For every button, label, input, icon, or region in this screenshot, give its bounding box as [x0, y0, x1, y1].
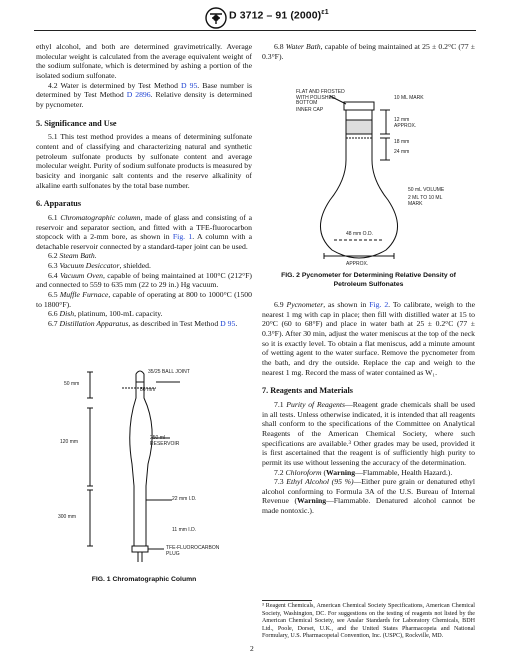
fig2-label-18mm: 18 mm	[394, 139, 410, 145]
footnote-3: ³ Reagent Chemicals, American Chemical Society Specifications, American Chemical Society, Washington, DC. For suggestions on the testing of reagents not listed by the American Chemical Society, see Analar Standards for Laboratory Chemicals, BDH Ltd., Poole, Dorset, U.K., and the United States Pharmacopeia and National Formulary, U.S. Pharmacopeial Convention, Inc. (USPC), Rockville, MD.	[262, 603, 475, 639]
para-6-1-text-a: , made of glass and consisting of a reservoir and separator section, and fitted with a TFE-fluorocarbon stopcock with a 2-mm bore, as shown in	[36, 212, 253, 242]
para-7-2-num: 7.2	[274, 467, 286, 477]
para-7-3-text-a: —Either pure grain or denatured ethyl alcohol conforming to Formula 3A of the U.S. Bureau of Internal Revenue (	[262, 477, 475, 506]
para-6-1	[36, 213, 252, 252]
para-6-9-text-a: , as shown in	[323, 300, 370, 309]
fig2-label-12mm: 12 mm APPROX.	[394, 117, 417, 129]
para-7-2-title: Chloroform	[285, 467, 322, 477]
para-6-8-body: , capable of being maintained at 25 ± 0.2°C (77 ± 0.3°F).	[262, 42, 476, 61]
fig2-label-24mm: 24 mm	[394, 149, 410, 155]
fig2-label-2ml-to-10ml: 2 ML TO 10 ML MARK	[408, 195, 443, 207]
right-column-body	[262, 300, 475, 516]
para-7-1-num: 7.1	[274, 399, 287, 409]
link-fig-1[interactable]: Fig. 1	[172, 232, 193, 242]
para-6-7-num: 6.7	[48, 319, 60, 329]
astm-logo-icon	[205, 7, 227, 29]
figure-2-pycnometer	[290, 90, 440, 270]
fig1-label-120mm: 120 mm	[60, 439, 79, 445]
page-number: 2	[250, 644, 254, 653]
para-6-3-title: Vacuum Desiccator	[59, 261, 120, 271]
fig1-label-50mm: 50 mm	[64, 381, 80, 387]
para-6-7-end: .	[235, 319, 238, 329]
figure-1-caption: FIG. 1 Chromatographic Column	[91, 576, 197, 583]
fig1-label-300mm: 300 mm	[58, 514, 77, 520]
figure-1-chromatographic-column	[60, 368, 240, 568]
figure-2-caption-line2: Petroleum Sulfonates	[333, 280, 404, 288]
designation-superscript: ε1	[321, 9, 329, 16]
figure-2-caption	[262, 272, 475, 289]
para-7-3	[262, 477, 475, 516]
para-6-8	[262, 42, 475, 61]
para-6-6-num: 6.6	[48, 309, 60, 319]
para-7-1-title: Purity of Reagents	[286, 399, 346, 409]
para-6-8-num: 6.8	[274, 42, 286, 51]
para-6-3-text: , shielded.	[119, 261, 151, 271]
link-fig-2[interactable]: Fig. 2	[369, 300, 389, 309]
para-6-2-num: 6.2	[48, 251, 60, 261]
para-7-2-open: (	[321, 467, 327, 477]
para-6-6	[36, 309, 252, 319]
para-6-5-title: Muffle Furnace	[59, 290, 109, 300]
link-d2896[interactable]: D 2896	[126, 90, 151, 100]
para-4-2-text-b: . Base number is determined by Test Method	[36, 80, 252, 100]
para-6-6-text: , platinum, 100-mL capacity.	[74, 309, 163, 319]
link-d95[interactable]: D 95	[180, 80, 198, 90]
para-6-6-title: Dish	[59, 309, 75, 319]
left-column	[36, 42, 252, 329]
para-6-2-title: Steam Bath.	[59, 251, 97, 261]
fig2-label-flat-frosted: FLAT AND FROSTED WITH POLISHED BOTTOM	[296, 89, 345, 107]
para-7-3-num: 7.3	[274, 477, 287, 487]
warning-label-7-2: Warning	[326, 467, 356, 477]
para-7-1	[262, 400, 475, 468]
footnote-rule	[262, 600, 312, 601]
para-6-4-title: Vacuum Oven	[60, 270, 103, 280]
section-7-heading: 7. Reagents and Materials	[262, 386, 353, 396]
para-4-2-text-a: 4.2 Water is determined by Test Method	[48, 80, 181, 90]
fig1-label-80mm: 80 mm	[140, 387, 156, 393]
para-7-3-title: Ethyl Alcohol (95 %)	[286, 477, 354, 487]
fig2-label-50ml-volume: 50 mL VOLUME	[408, 187, 445, 193]
para-6-3-num: 6.3	[48, 261, 60, 271]
fig1-label-22mm-id: 22 mm I.D.	[172, 496, 197, 502]
para-6-8-text	[262, 42, 475, 61]
para-7-2-text: —Flammable, Health Hazard.).	[355, 467, 453, 477]
fig1-label-reservoir: 250 ml RESERVOIR	[150, 435, 180, 447]
para-6-7-text: , as described in Test Method	[128, 319, 221, 329]
section-5-heading: 5. Significance and Use	[36, 118, 117, 128]
para-6-2	[36, 251, 252, 261]
section-6-heading: 6. Apparatus	[36, 199, 82, 209]
fig2-label-approx: APPROX.	[346, 261, 369, 267]
document-designation	[229, 9, 329, 22]
para-4-2-text-c: . Relative density is determined by pycnometer.	[36, 90, 252, 109]
para-6-9	[262, 300, 475, 377]
designation-text: D 3712 – 91 (2000)	[229, 9, 322, 22]
header-rule	[34, 30, 476, 31]
para-6-4	[36, 271, 252, 290]
fig2-label-48mm-od: 48 mm O.D.	[346, 231, 373, 237]
para-6-9-num: 6.9	[274, 300, 287, 309]
fig2-label-inner-cap: INNER CAP	[296, 107, 324, 113]
para-7-1-text: —Reagent grade chemicals shall be used in all tests. Unless otherwise indicated, it is intended that all reagents shall conform to the specifications of the Committee on Analytical Reagents of the American Chemical Society, where such specifications are available.³ Other grades may be used, provided it is first ascertained that the reagent is of sufficiently high purity to permit its use without lessening the accuracy of the determination.	[262, 399, 476, 467]
para-7-2	[262, 468, 475, 478]
para-7-3-text-b: —Flammable. Denatured alcohol cannot be made nontoxic.).	[262, 496, 475, 516]
intro-paragraph: ethyl alcohol, and both are determined gravimetrically. Average molecular weight is calculated from the average equivalent weight of the sodium sulfonate, which is determined by ashing a portion of the isolated sodium sulfonate.	[36, 42, 252, 80]
para-6-3	[36, 261, 252, 271]
para-5-1: 5.1 This test method provides a means of determining sulfonate content and of classifying and characterizing natural and synthetic petroleum sulfonate products by sulfonate content and average molecular weight. Purity of sodium sulfonate products is measured by basicity and inorganic salt contents and the reserve alkalinity of alkaline earth sulfonates by the total base number.	[36, 132, 252, 190]
para-6-5-num: 6.5	[48, 290, 60, 300]
para-6-8-title: Water Bath	[285, 42, 321, 51]
figure-2-caption-line1: FIG. 2 Pycnometer for Determining Relative Density of	[281, 272, 456, 279]
para-6-9-title: Pycnometer	[286, 300, 324, 309]
para-6-1-text-b: . A column with a detachable reservoir connected by a standard-taper joint can be used.	[36, 232, 253, 251]
fig2-label-10ml-mark: 10 ML MARK	[394, 95, 424, 101]
para-6-5	[36, 290, 252, 309]
warning-label-7-3: Warning	[297, 496, 327, 506]
para-6-4-num: 6.4	[48, 270, 60, 280]
para-6-4-text: , capable of being maintained at 100°C (212°F) and connected to 559 to 635 mm (22 to 29 in.) Hg vacuum.	[36, 270, 252, 290]
para-6-1-num: 6.1	[48, 212, 61, 222]
para-6-1-title: Chromatographic column	[60, 212, 141, 222]
para-6-7	[36, 319, 252, 329]
fig1-label-11mm-id: 11 mm I.D.	[172, 527, 197, 533]
para-6-9-text-b: . To calibrate, weigh to the nearest 1 mg with cap in place; then fill with distilled water at 15 to 20°C (60 to 68°F) and place in water bath at 25 ± 0.2°C (77 ± 0.3°F). After 30 min, adjust the water meniscus at the top of the neck so it is exactly level. To obtain a flat meniscus, add a minute amount of wetting agent to the water surface. Remove the pycnometer from the bath, and dry the outside. Replace the cap and weigh to the nearest 1 mg. Record the mass of water contained as W₁.	[262, 300, 476, 377]
para-6-5-text: , capable of operating at 800 to 1000°C (1500 to 1800°F).	[36, 290, 252, 309]
para-6-7-title: Distillation Apparatus	[59, 319, 129, 329]
fig1-label-joint: 35/25 BALL JOINT	[148, 369, 190, 375]
para-4-2	[36, 81, 252, 110]
fig1-label-stopcock: TFE-FLUOROCARBON PLUG	[166, 545, 220, 557]
link-d95-b[interactable]: D 95	[220, 319, 236, 329]
